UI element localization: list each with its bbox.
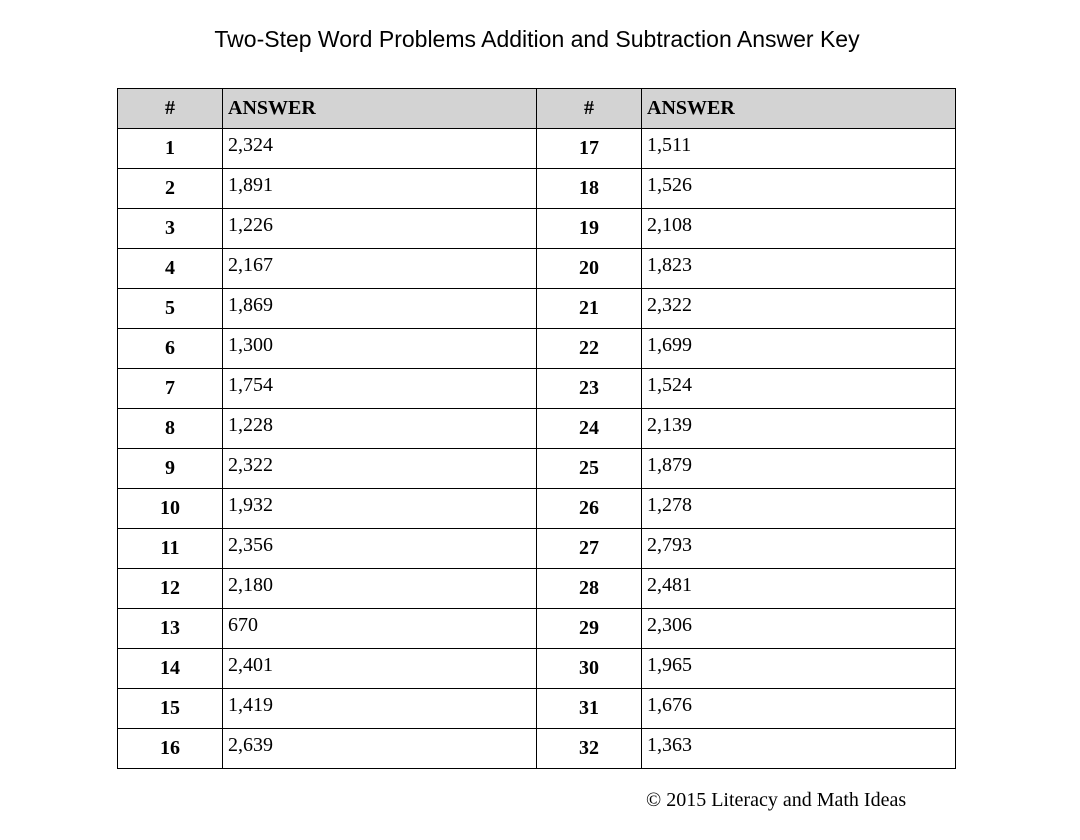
table-row	[118, 249, 956, 289]
answer-cell: 2,356	[223, 529, 537, 569]
answer-key-table	[117, 88, 956, 769]
answer-cell: 2,180	[223, 569, 537, 609]
answer-cell: 1,278	[642, 489, 956, 529]
problem-number-cell: 25	[537, 449, 642, 489]
problem-number-cell: 32	[537, 729, 642, 769]
column-header-number-right: #	[537, 89, 642, 129]
answer-cell: 1,226	[223, 209, 537, 249]
problem-number-cell: 14	[118, 649, 223, 689]
table-row	[118, 409, 956, 449]
problem-number-cell: 1	[118, 129, 223, 169]
table-row	[118, 169, 956, 209]
answer-cell: 2,108	[642, 209, 956, 249]
problem-number-cell: 26	[537, 489, 642, 529]
table-row	[118, 289, 956, 329]
problem-number-cell: 17	[537, 129, 642, 169]
table-row	[118, 329, 956, 369]
answer-cell: 1,524	[642, 369, 956, 409]
answer-cell: 1,526	[642, 169, 956, 209]
problem-number-cell: 16	[118, 729, 223, 769]
answer-cell: 1,419	[223, 689, 537, 729]
problem-number-cell: 13	[118, 609, 223, 649]
table-row	[118, 529, 956, 569]
answer-cell: 2,481	[642, 569, 956, 609]
copyright-footer: © 2015 Literacy and Math Ideas	[646, 789, 907, 811]
problem-number-cell: 31	[537, 689, 642, 729]
table-row	[118, 649, 956, 689]
answer-cell: 2,322	[642, 289, 956, 329]
problem-number-cell: 29	[537, 609, 642, 649]
table-row	[118, 369, 956, 409]
problem-number-cell: 30	[537, 649, 642, 689]
answer-cell: 1,869	[223, 289, 537, 329]
column-header-answer-left: ANSWER	[223, 89, 537, 129]
answer-cell: 1,879	[642, 449, 956, 489]
problem-number-cell: 20	[537, 249, 642, 289]
answer-cell: 2,167	[223, 249, 537, 289]
problem-number-cell: 11	[118, 529, 223, 569]
answer-cell: 2,793	[642, 529, 956, 569]
problem-number-cell: 24	[537, 409, 642, 449]
table-row	[118, 209, 956, 249]
problem-number-cell: 2	[118, 169, 223, 209]
column-header-answer-right: ANSWER	[642, 89, 956, 129]
answer-cell: 670	[223, 609, 537, 649]
answer-cell: 1,699	[642, 329, 956, 369]
problem-number-cell: 7	[118, 369, 223, 409]
table-row	[118, 729, 956, 769]
answer-cell: 2,322	[223, 449, 537, 489]
answer-cell: 1,228	[223, 409, 537, 449]
problem-number-cell: 22	[537, 329, 642, 369]
problem-number-cell: 4	[118, 249, 223, 289]
answer-cell: 2,306	[642, 609, 956, 649]
problem-number-cell: 9	[118, 449, 223, 489]
problem-number-cell: 8	[118, 409, 223, 449]
answer-cell: 2,139	[642, 409, 956, 449]
table-row	[118, 449, 956, 489]
answer-cell: 1,300	[223, 329, 537, 369]
table-row	[118, 609, 956, 649]
answer-cell: 1,891	[223, 169, 537, 209]
problem-number-cell: 5	[118, 289, 223, 329]
answer-cell: 1,823	[642, 249, 956, 289]
problem-number-cell: 3	[118, 209, 223, 249]
table-row	[118, 489, 956, 529]
problem-number-cell: 19	[537, 209, 642, 249]
problem-number-cell: 18	[537, 169, 642, 209]
table-row	[118, 689, 956, 729]
problem-number-cell: 10	[118, 489, 223, 529]
problem-number-cell: 27	[537, 529, 642, 569]
answer-cell: 1,754	[223, 369, 537, 409]
table-header-row	[118, 89, 956, 129]
answer-cell: 1,511	[642, 129, 956, 169]
answer-cell: 2,401	[223, 649, 537, 689]
column-header-number-left: #	[118, 89, 223, 129]
table-body	[118, 129, 956, 769]
problem-number-cell: 23	[537, 369, 642, 409]
page-title: Two-Step Word Problems Addition and Subtraction Answer Key	[214, 26, 860, 52]
table-row	[118, 569, 956, 609]
problem-number-cell: 21	[537, 289, 642, 329]
problem-number-cell: 6	[118, 329, 223, 369]
table-row	[118, 129, 956, 169]
answer-cell: 1,363	[642, 729, 956, 769]
problem-number-cell: 15	[118, 689, 223, 729]
answer-cell: 1,932	[223, 489, 537, 529]
answer-cell: 2,639	[223, 729, 537, 769]
answer-cell: 1,965	[642, 649, 956, 689]
answer-cell: 2,324	[223, 129, 537, 169]
answer-cell: 1,676	[642, 689, 956, 729]
problem-number-cell: 12	[118, 569, 223, 609]
problem-number-cell: 28	[537, 569, 642, 609]
